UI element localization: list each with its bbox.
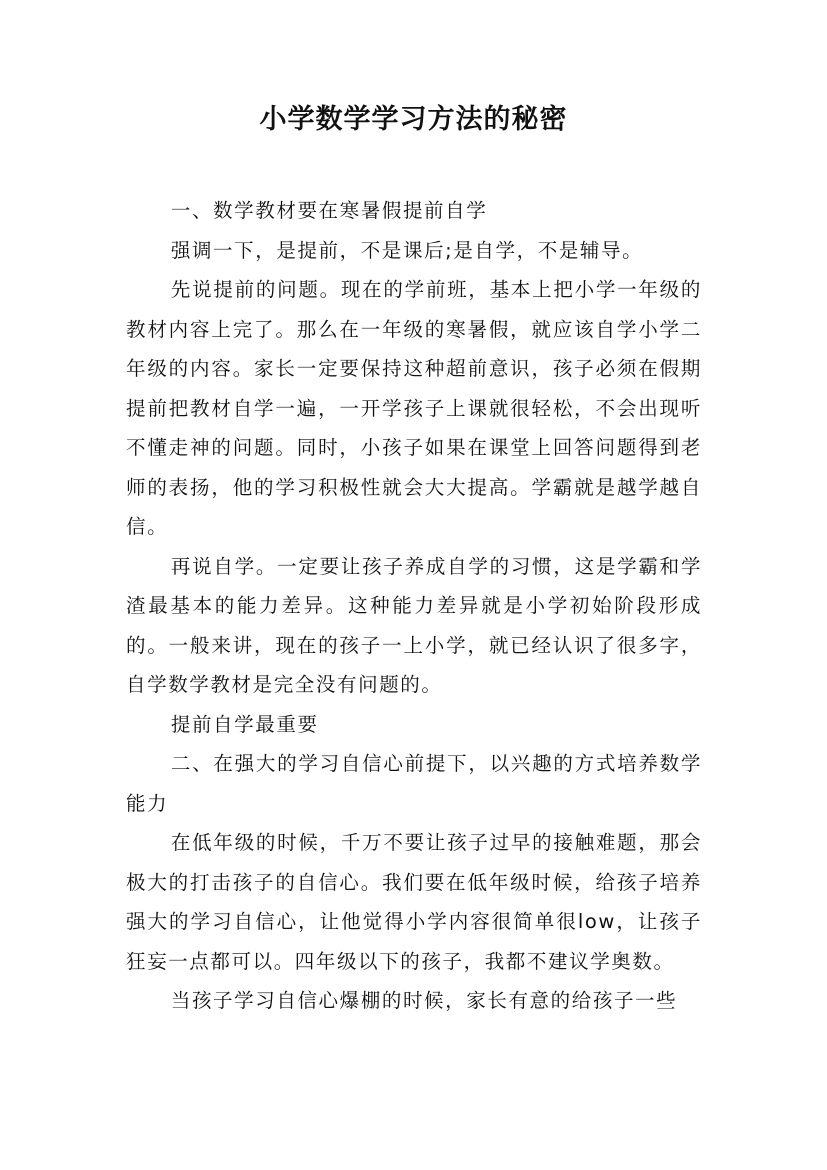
document-title: 小学数学学习方法的秘密 [259,104,568,135]
section-heading-1: 一、数学教材要在寒暑假提前自学 [170,199,488,222]
section-heading-2: 二、在强大的学习自信心前提下，以兴趣的方式培养数学能力 [126,752,702,815]
paragraph: 先说提前的问题。现在的学前班，基本上把小学一年级的教材内容上完了。那么在一年级的寒暑假，就应该自学小学二年级的内容。家长一定要保持这种超前意识，孩子必须在假期提前把教材自学一遍，一开学孩子上课就很轻松，不会出现听不懂走神的问题。同时，小孩子如果在课堂上回答问题得到老师的表扬，他的学习积极性就会大大提高。学霸就是越学越自信。 [126,278,702,538]
paragraph: 在低年级的时候，千万不要让孩子过早的接触难题，那会极大的打击孩子的自信心。我们要在低年级时候，给孩子培养强大的学习自信心，让他觉得小学内容很简单很low，让孩子狂妄一点都可以。四年级以下的孩子，我都不建议学奥数。 [126,831,702,973]
paragraph: 再说自学。一定要让孩子养成自学的习惯，这是学霸和学渣最基本的能力差异。这种能力差异就是小学初始阶段形成的。一般来讲，现在的孩子一上小学，就已经认识了很多字，自学数学教材是完全没有问题的。 [126,554,702,696]
paragraph: 当孩子学习自信心爆棚的时候，家长有意的给孩子一些 [170,989,678,1012]
paragraph: 强调一下，是提前，不是课后;是自学，不是辅导。 [170,238,644,262]
subheading: 提前自学最重要 [170,712,319,736]
document-body [126,191,702,1021]
